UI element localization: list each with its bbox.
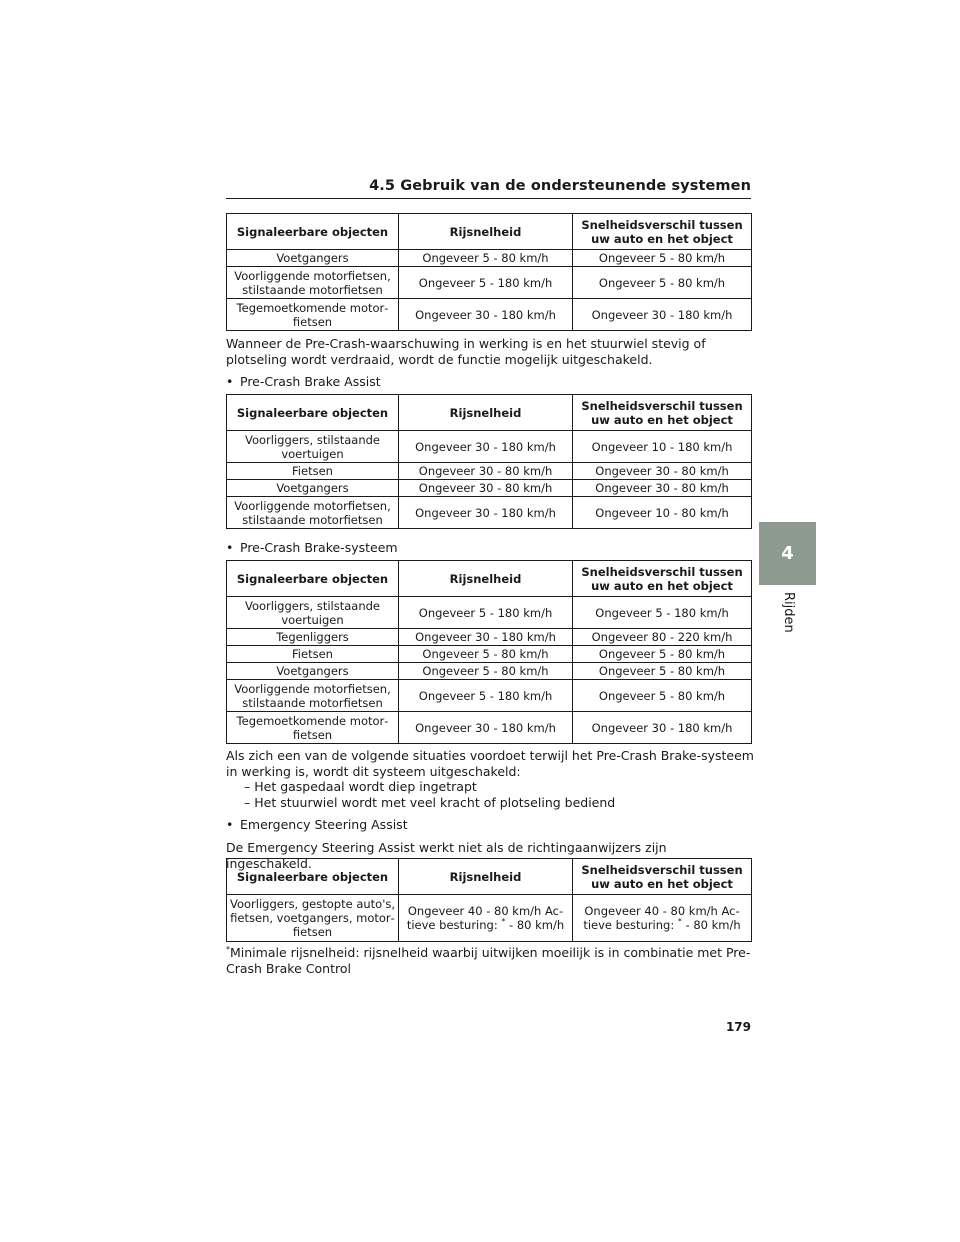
- footnote-marker: *: [677, 917, 682, 927]
- table-row: [227, 646, 752, 663]
- table-row: [227, 299, 752, 331]
- table-cell: Voetgangers: [227, 663, 399, 680]
- table-cell: Ongeveer 30 - 80 km/h: [573, 463, 752, 480]
- cell-text: - 80 km/h: [681, 918, 741, 932]
- column-header-speed: Rijsnelheid: [399, 214, 573, 250]
- table-cell: Ongeveer 10 - 180 km/h: [573, 431, 752, 463]
- column-header-objects: Signaleerbare objecten: [227, 561, 399, 597]
- paragraph-emergency-steering: De Emergency Steering Assist werkt niet als de richtingaanwijzers zijn ingeschakeld.: [226, 840, 667, 871]
- column-header-objects: Signaleerbare objecten: [227, 214, 399, 250]
- table-cell: Ongeveer 80 - 220 km/h: [573, 629, 752, 646]
- bullet-label: Pre-Crash Brake Assist: [240, 374, 381, 389]
- table-row: [227, 480, 752, 497]
- dash-item-accelerator: – Het gaspedaal wordt diep ingetrapt: [244, 779, 477, 794]
- cell-text: Ongeveer 40 - 80 km/h Actieve besturing:: [406, 904, 564, 932]
- table-row: [227, 250, 752, 267]
- paragraph-brake-system-deactivation: Als zich een van de volgende situaties voordoet terwijl het Pre-Crash Brake-systeem in werking is, wordt dit systeem uitgeschakeld:: [226, 748, 754, 779]
- detection-table-brake-system: [226, 560, 752, 744]
- table-cell: [573, 895, 752, 942]
- table-cell: [399, 895, 573, 942]
- table-cell: Tegemoetkomende motorfietsen: [227, 712, 399, 744]
- table-cell: Ongeveer 30 - 180 km/h: [399, 629, 573, 646]
- table-cell: Ongeveer 30 - 80 km/h: [399, 480, 573, 497]
- bullet-dot: •: [226, 540, 234, 555]
- cell-text: Ongeveer 40 - 80 km/h Actieve besturing:: [583, 904, 740, 932]
- column-header-speed: Rijsnelheid: [399, 859, 573, 895]
- column-header-speed: Rijsnelheid: [399, 561, 573, 597]
- table-cell: Ongeveer 30 - 180 km/h: [399, 712, 573, 744]
- cell-text: - 80 km/h: [505, 918, 565, 932]
- table-cell: Ongeveer 5 - 80 km/h: [573, 646, 752, 663]
- table-cell: Voorliggers, stilstaande voertuigen: [227, 431, 399, 463]
- page-header-title: 4.5 Gebruik van de ondersteunende systemen: [369, 178, 751, 194]
- table-row: [227, 663, 752, 680]
- table-row: [227, 267, 752, 299]
- table-cell: Ongeveer 5 - 180 km/h: [399, 680, 573, 712]
- bullet-label: Pre-Crash Brake-systeem: [240, 540, 398, 555]
- bullet-label: Emergency Steering Assist: [240, 817, 408, 832]
- table-row: [227, 712, 752, 744]
- detection-table-emergency-steering: [226, 858, 752, 942]
- table-row: [227, 680, 752, 712]
- table-cell: Voorliggende motorfietsen, stilstaande motorfietsen: [227, 497, 399, 529]
- table-header-row: [227, 561, 752, 597]
- column-header-speed: Rijsnelheid: [399, 395, 573, 431]
- table-row: [227, 629, 752, 646]
- table-cell: Fietsen: [227, 646, 399, 663]
- table-header-row: [227, 214, 752, 250]
- table-row: [227, 597, 752, 629]
- table-header-row: [227, 859, 752, 895]
- bullet-dot: •: [226, 374, 234, 389]
- chapter-tab: 4: [759, 522, 816, 585]
- chapter-label: Rijden: [781, 592, 796, 633]
- detection-table-brake-assist: [226, 394, 752, 529]
- column-header-speed-difference: Snelheidsverschil tussen uw auto en het object: [573, 561, 752, 597]
- bullet-pre-crash-brake-assist: [226, 374, 381, 390]
- column-header-speed-difference: Snelheidsverschil tussen uw auto en het object: [573, 214, 752, 250]
- footnote-marker: *: [226, 944, 230, 954]
- table-cell: Ongeveer 5 - 80 km/h: [573, 680, 752, 712]
- column-header-objects: Signaleerbare objecten: [227, 395, 399, 431]
- table-cell: Tegenliggers: [227, 629, 399, 646]
- table-cell: Tegemoetkomende motorfietsen: [227, 299, 399, 331]
- column-header-objects: Signaleerbare objecten: [227, 859, 399, 895]
- footnote: [226, 945, 754, 977]
- footnote-marker: *: [501, 917, 506, 927]
- bullet-dot: •: [226, 817, 234, 832]
- table-cell: Ongeveer 5 - 80 km/h: [399, 663, 573, 680]
- table-cell: Ongeveer 5 - 80 km/h: [573, 267, 752, 299]
- header-divider: [226, 198, 751, 199]
- table-cell: Ongeveer 5 - 180 km/h: [573, 597, 752, 629]
- dash-item-steering: – Het stuurwiel wordt met veel kracht of plotseling bediend: [244, 795, 616, 810]
- table-cell: Ongeveer 30 - 80 km/h: [573, 480, 752, 497]
- table-cell: Ongeveer 30 - 180 km/h: [399, 497, 573, 529]
- bullet-pre-crash-brake-system: [226, 540, 398, 556]
- table-cell: Ongeveer 5 - 80 km/h: [573, 663, 752, 680]
- table-row: [227, 463, 752, 480]
- page-number: 179: [725, 1020, 751, 1034]
- footnote-text: Minimale rijsnelheid: rijsnelheid waarbij uitwijken moeilijk is in combinatie met Pre-Crash Brake Control: [226, 945, 751, 976]
- table-cell: Voetgangers: [227, 480, 399, 497]
- table-cell: Fietsen: [227, 463, 399, 480]
- table-cell: Ongeveer 30 - 80 km/h: [399, 463, 573, 480]
- table-cell: Voorliggende motorfietsen, stilstaande motorfietsen: [227, 680, 399, 712]
- detection-table-pre-crash-warning: [226, 213, 752, 331]
- table-cell: Ongeveer 30 - 180 km/h: [399, 299, 573, 331]
- column-header-speed-difference: Snelheidsverschil tussen uw auto en het object: [573, 395, 752, 431]
- table-cell: Voetgangers: [227, 250, 399, 267]
- table-cell: Voorliggende motorfietsen, stilstaande motorfietsen: [227, 267, 399, 299]
- table-cell: Ongeveer 10 - 80 km/h: [573, 497, 752, 529]
- table-cell: Ongeveer 5 - 80 km/h: [573, 250, 752, 267]
- paragraph-pre-crash-warning: Wanneer de Pre-Crash-waarschuwing in werking is en het stuurwiel stevig of plotseling wordt verdraaid, wordt de functie mogelijk uitgeschakeld.: [226, 336, 706, 367]
- table-row: [227, 895, 752, 942]
- table-header-row: [227, 395, 752, 431]
- bullet-emergency-steering-assist: [226, 817, 408, 833]
- table-cell: Ongeveer 5 - 180 km/h: [399, 267, 573, 299]
- table-row: [227, 497, 752, 529]
- table-cell: Ongeveer 5 - 180 km/h: [399, 597, 573, 629]
- column-header-speed-difference: Snelheidsverschil tussen uw auto en het object: [573, 859, 752, 895]
- table-cell: Ongeveer 30 - 180 km/h: [573, 299, 752, 331]
- table-cell: Voorliggers, stilstaande voertuigen: [227, 597, 399, 629]
- table-cell: Ongeveer 5 - 80 km/h: [399, 250, 573, 267]
- table-cell: Ongeveer 5 - 80 km/h: [399, 646, 573, 663]
- table-cell: Ongeveer 30 - 180 km/h: [399, 431, 573, 463]
- table-row: [227, 431, 752, 463]
- table-cell: Voorliggers, gestopte auto's, fietsen, voetgangers, motorfietsen: [227, 895, 399, 942]
- table-cell: Ongeveer 30 - 180 km/h: [573, 712, 752, 744]
